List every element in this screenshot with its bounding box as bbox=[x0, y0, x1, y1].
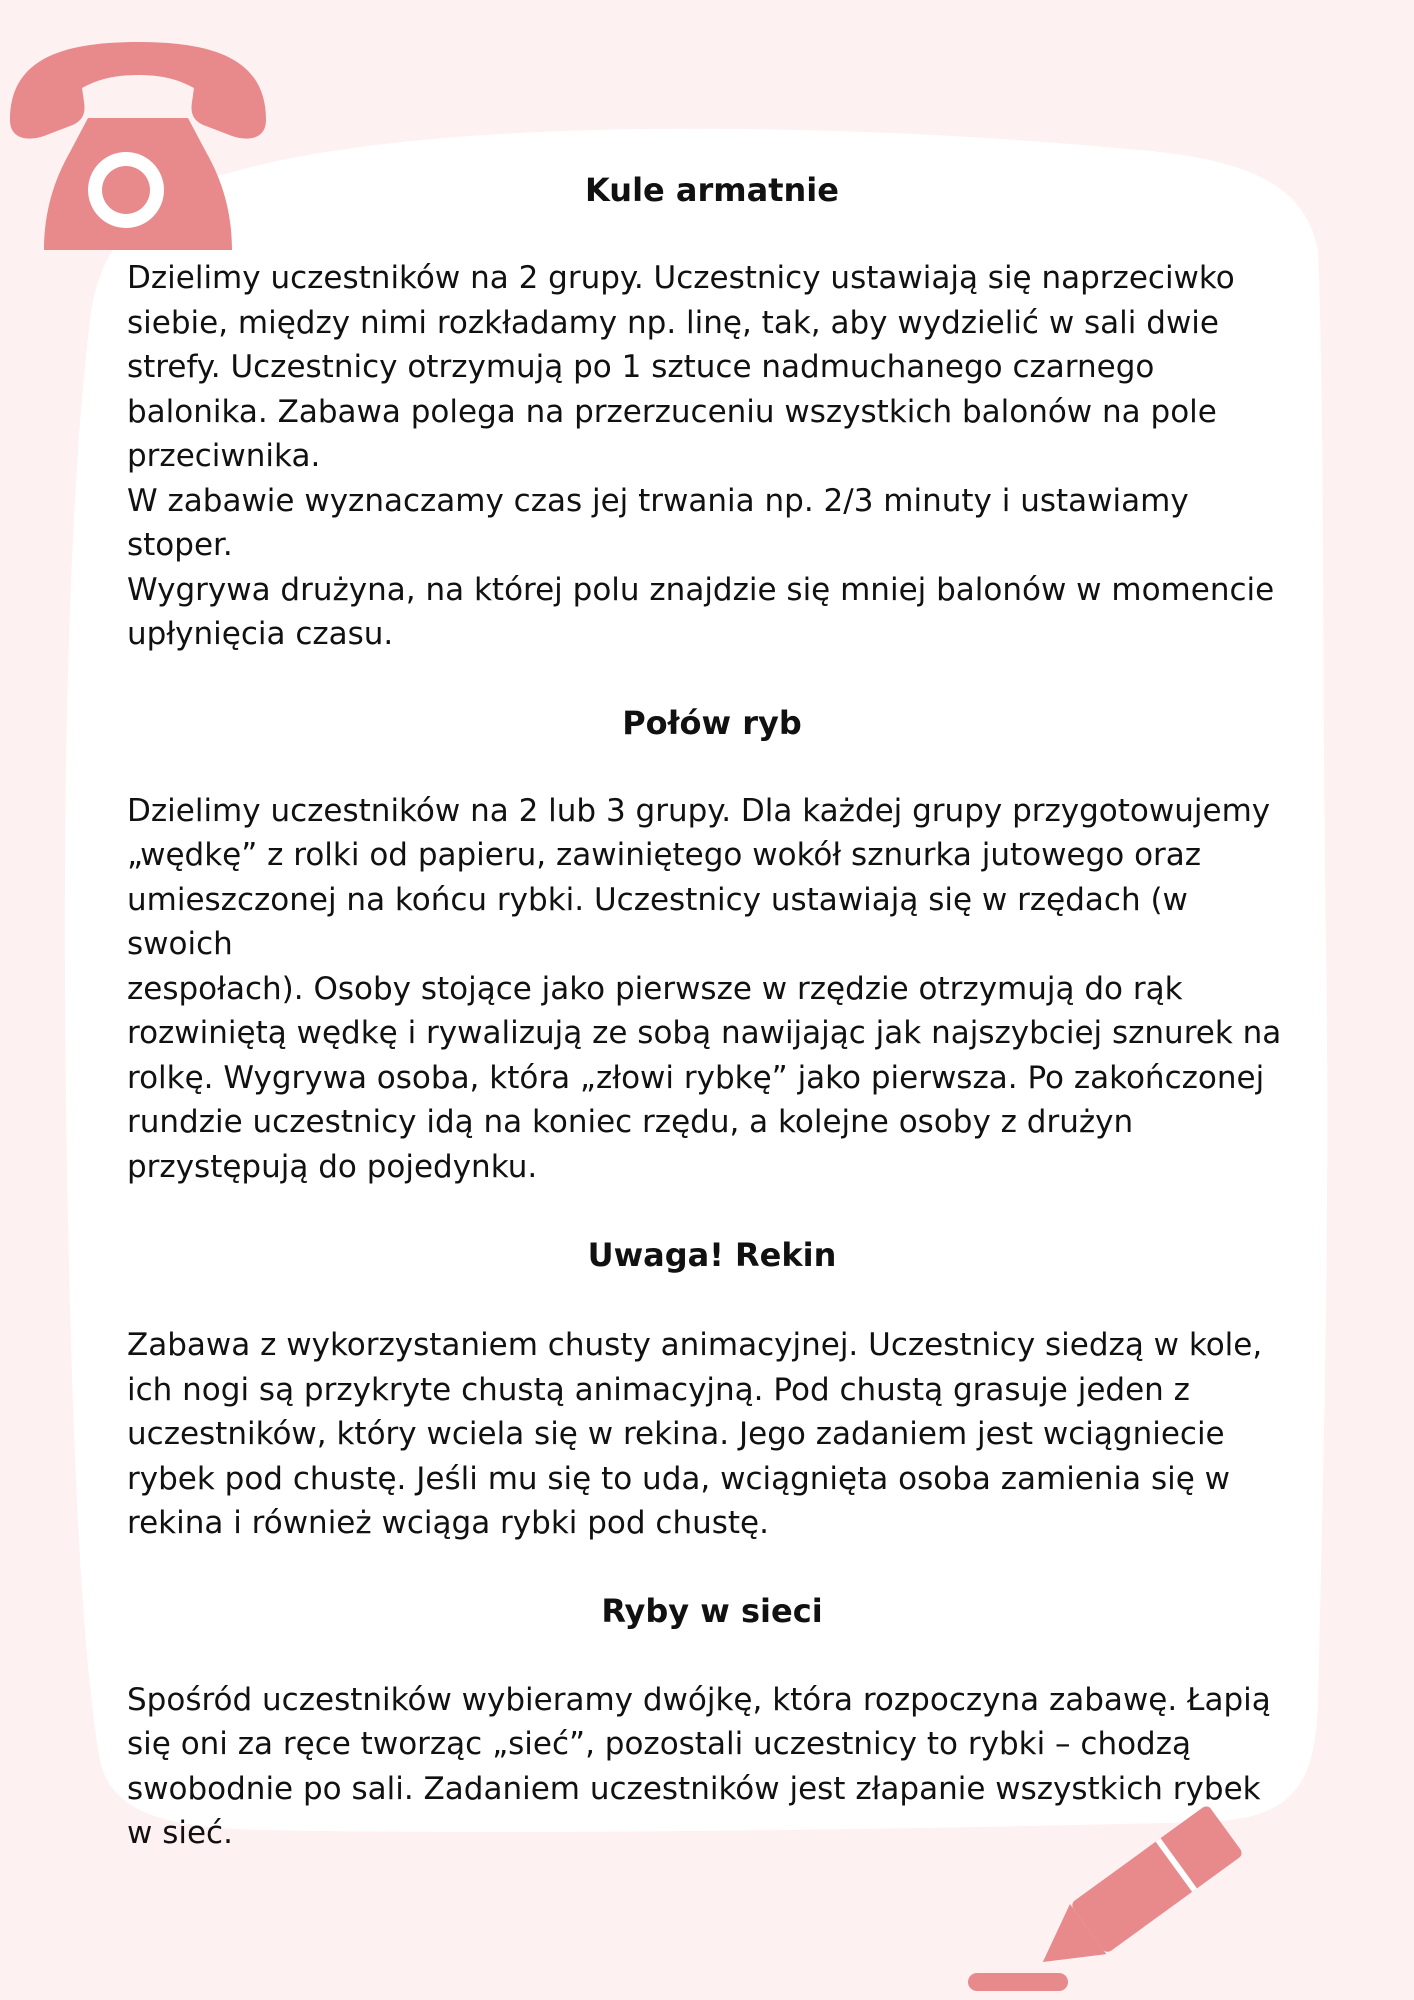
section-title: Ryby w sieci bbox=[601, 1591, 823, 1630]
section-title: Połów ryb bbox=[622, 703, 802, 742]
section-text: Spośród uczestników wybieramy dwójkę, która rozpoczyna zabawę. Łapią się oni za ręce tworząc „sieć”, pozostali uczestnicy to rybki – chodzą swobodnie po sali. Zadaniem uczestników jest złapanie wszystkich rybek w sieć. bbox=[127, 1681, 1271, 1851]
section-title: Kule armatnie bbox=[585, 171, 839, 209]
document-content bbox=[127, 168, 1297, 1856]
section-text: Dzielimy uczestników na 2 grupy. Uczestnicy ustawiają się naprzeciwko siebie, między nimi rozkładamy np. linę, tak, aby wydzielić w sali dwie strefy. Uczestnicy otrzymują po 1 sztuce nadmuchanego czarnego balonika. Zabawa polega na przerzuceniu wszystkich balonów na pole przeciwnika. W zabawie wyznaczamy czas jej trwania np. 2/3 minuty i ustawiamy stoper. Wygrywa drużyna, na której polu znajdzie się mniej balonów w momencie upłynięcia czasu. bbox=[127, 260, 1275, 652]
section-text: Dzielimy uczestników na 2 lub 3 grupy. Dla każdej grupy przygotowujemy „wędkę” z rolki od papieru, zawiniętego wokół sznurka jutowego oraz umieszczonej na końcu rybki. Uczestnicy ustawiają się w rzędach (w swoich zespołach). Osoby stojące jako pierwsze w rzędzie otrzymują do rąk rozwiniętą wędkę i rywalizują ze sobą nawijając jak najszybciej sznurek na rolkę. Wygrywa osoba, która „złowi rybkę” jako pierwsza. Po zakończonej rundzie uczestnicy idą na koniec rzędu, a kolejne osoby z drużyn przystępują do pojedynku. bbox=[127, 792, 1282, 1185]
section-text: Zabawa z wykorzystaniem chusty animacyjnej. Uczestnicy siedzą w kole, ich nogi są przykryte chustą animacyjną. Pod chustą grasuje jeden z uczestników, który wciela się w rekina. Jego zadaniem jest wciągniecie rybek pod chustę. Jeśli mu się to uda, wciągnięta osoba zamienia się w rekina i również wciąga rybki pod chustę. bbox=[127, 1327, 1263, 1541]
section-title: Uwaga! Rekin bbox=[587, 1236, 837, 1274]
